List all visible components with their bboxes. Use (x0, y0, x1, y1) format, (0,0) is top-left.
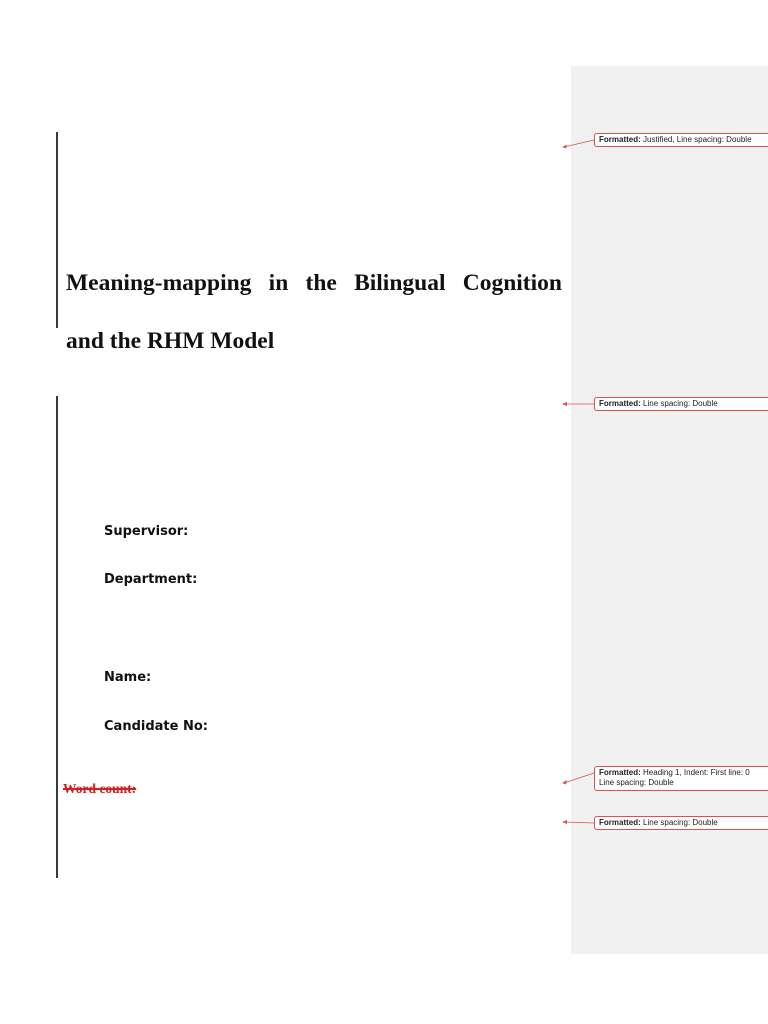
supervisor-label: Supervisor: (104, 524, 189, 539)
deleted-word-count: Word count: (63, 781, 137, 796)
balloon-label: Formatted: (599, 135, 641, 144)
candidate-no-label: Candidate No: (104, 719, 208, 734)
comment-balloon[interactable] (594, 397, 768, 411)
comment-balloon[interactable] (594, 766, 768, 791)
balloon-text: Line spacing: Double (643, 818, 718, 827)
balloon-label: Formatted: (599, 818, 641, 827)
title-line-1: Meaning-mapping in the Bilingual Cognition (66, 270, 562, 296)
comment-balloon[interactable] (594, 133, 768, 147)
title-line-2: and the RHM Model (66, 328, 275, 354)
change-bar (56, 132, 58, 328)
balloon-text: Justified, Line spacing: Double (643, 135, 752, 144)
department-label: Department: (104, 572, 198, 587)
change-bar (56, 396, 58, 878)
balloon-label: Formatted: (599, 768, 641, 777)
balloon-text: Heading 1, Indent: First line: 0 (643, 768, 750, 777)
balloon-label: Formatted: (599, 399, 641, 408)
name-label: Name: (104, 670, 152, 685)
balloon-text-line-2: Line spacing: Double (599, 778, 674, 787)
balloon-text: Line spacing: Double (643, 399, 718, 408)
comment-balloon[interactable] (594, 816, 768, 830)
